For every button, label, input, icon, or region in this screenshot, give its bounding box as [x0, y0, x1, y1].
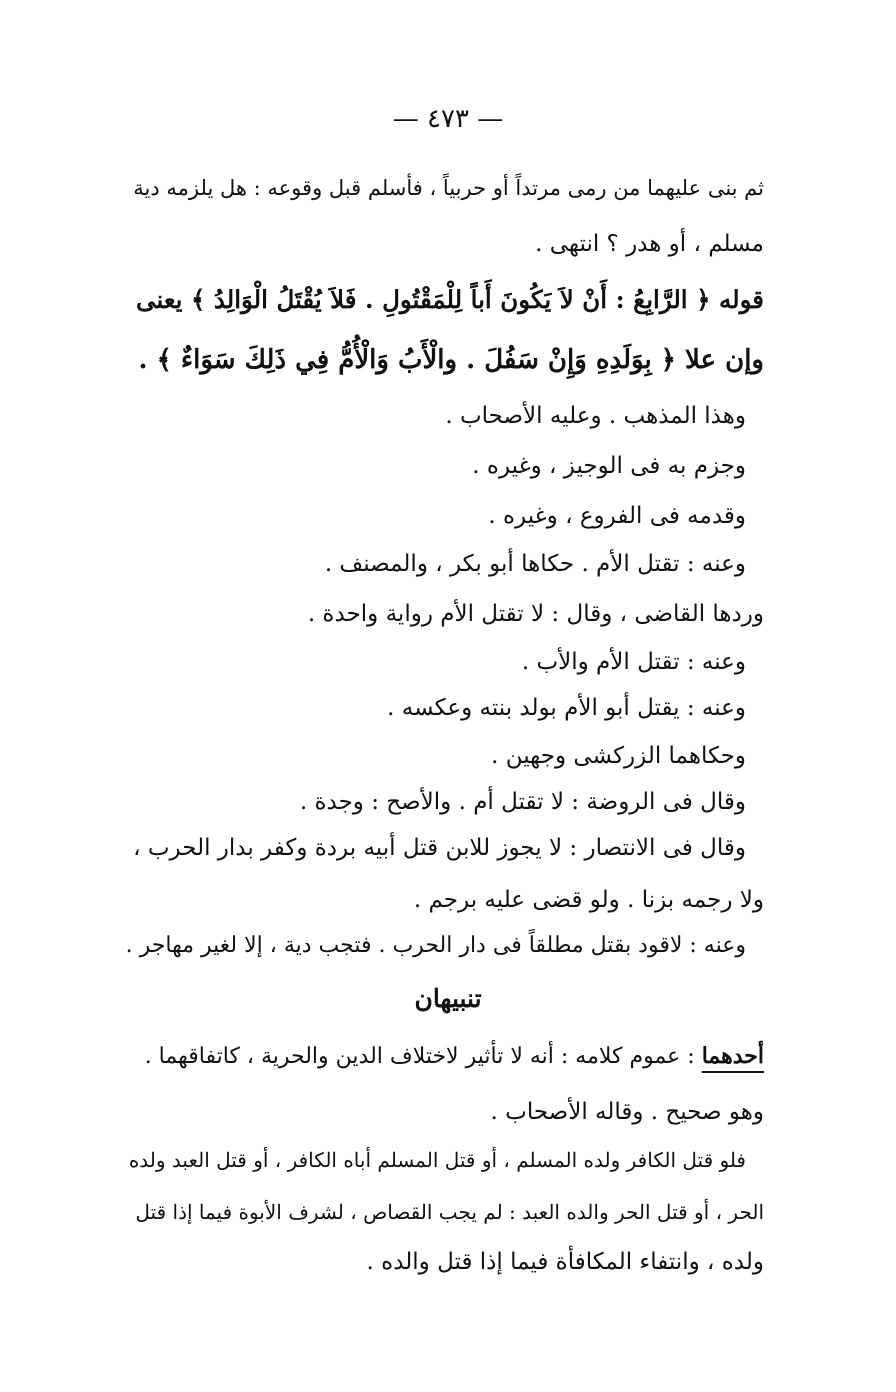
text-line: وإن علا ﴿ بِوَلَدِهِ وَإِنْ سَفُلَ . والْأَبُ وَالْأُمُّ فِي ذَلِكَ سَوَاءٌ ﴾ . [138, 345, 764, 375]
text-line: قوله ﴿ الرَّابِعُ : أَنْ لاَ يَكُونَ أَباً لِلْمَقْتُولِ . فَلاَ يُقْتَلُ الْوَالِدُ ﴾ يعنى [136, 285, 764, 314]
text-line: وردها القاضى ، وقال : لا تقتل الأم رواية واحدة . [307, 601, 764, 627]
text-line: وعنه : تقتل الأم والأب . [521, 649, 746, 675]
text-span: : عموم كلامه : أنه لا تأثير لاختلاف الدين والحرية ، كاتفاقهما . [144, 1044, 702, 1069]
text-line: وقدمه فى الفروع ، وغيره . [488, 503, 746, 529]
text-line: وهذا المذهب . وعليه الأصحاب . [445, 403, 746, 429]
text-line [145, 1040, 764, 1073]
text-line: وقال فى الانتصار : لا يجوز للابن قتل أبيه بردة وكفر بدار الحرب ، [133, 835, 746, 861]
text-line: وهو صحيح . وقاله الأصحاب . [490, 1099, 764, 1125]
text-line: وقال فى الروضة : لا تقتل أم . والأصح : وجدة . [299, 789, 746, 815]
text-line: وعنه : لاقود بقتل مطلقاً فى دار الحرب . فتجب دية ، إلا لغير مهاجر . [125, 933, 746, 958]
text-line: ولده ، وانتفاء المكافأة فيما إذا قتل والده . [366, 1249, 764, 1275]
text-line: وجزم به فى الوجيز ، وغيره . [472, 453, 746, 479]
text-line: وعنه : يقتل أبو الأم بولد بنته وعكسه . [387, 695, 746, 721]
page-number: — ٤٧٣ — [392, 104, 504, 134]
text-line: وحكاهما الزركشى وجهين . [491, 743, 746, 769]
text-line: ولا رجمه بزنا . ولو قضى عليه برجم . [413, 887, 764, 913]
lead-word: أحدهما [701, 1043, 764, 1069]
text-line: وعنه : تقتل الأم . حكاها أبو بكر ، والمصنف . [324, 551, 746, 577]
text-line: الحر ، أو قتل الحر والده العبد : لم يجب القصاص ، لشرف الأبوة فيما إذا قتل [135, 1200, 764, 1224]
text-line: ثم بنى عليهما من رمى مرتداً أو حربياً ، فأسلم قبل وقوعه : هل يلزمه دية [133, 176, 764, 200]
section-heading: تنبيهان [414, 984, 482, 1013]
text-line: فلو قتل الكافر ولده المسلم ، أو قتل المسلم أباه الكافر ، أو قتل العبد ولده [128, 1148, 746, 1172]
text-line: مسلم ، أو هدر ؟ انتهى . [535, 231, 764, 257]
